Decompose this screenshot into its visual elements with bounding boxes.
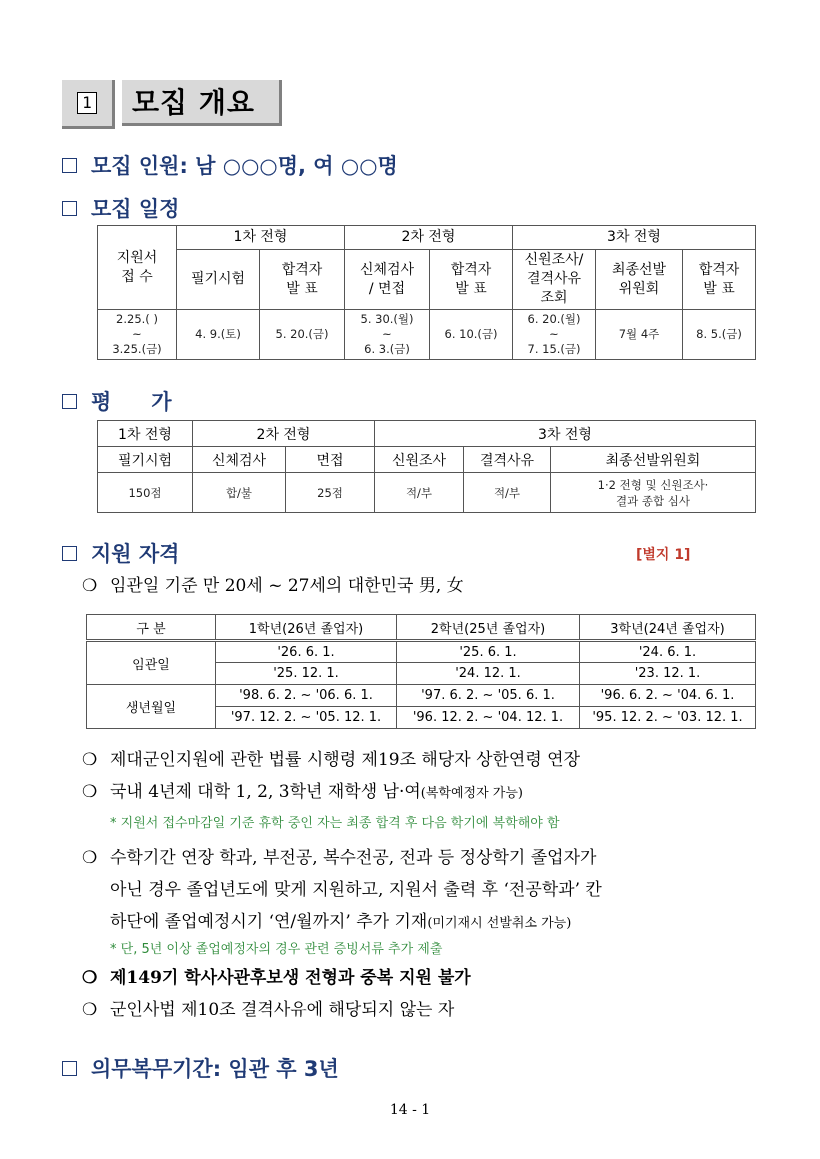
- section-qual-label: 지원 자격: [91, 542, 180, 566]
- cell-line: 발 표: [455, 280, 487, 297]
- section-schedule-label: 모집 일정: [91, 197, 180, 221]
- eval-v-written: 150점: [98, 473, 193, 513]
- qual-r-birth: 생년월일: [87, 685, 216, 729]
- section-duty: [62, 1053, 339, 1083]
- eval-h-phys: 신체검사: [193, 447, 286, 473]
- circle-bullet-icon: ❍: [82, 782, 98, 802]
- cell-line: 합격자: [281, 261, 323, 278]
- qual-b2-y3: '95. 12. 2. ~ '03. 12. 1.: [580, 707, 756, 729]
- appendix-ref: [별지 1]: [636, 547, 691, 563]
- cell-line: 6. 3.(금): [364, 342, 410, 356]
- schedule-v-bg: [513, 310, 596, 360]
- bullet-text-small: (미기재시 선발취소 가능): [427, 916, 572, 931]
- cell-line: 결과 종합 심사: [616, 493, 690, 508]
- schedule-h-bg: [513, 250, 596, 310]
- eval-h-interview: 면접: [286, 447, 375, 473]
- eval-h-bg: 신원조사: [375, 447, 464, 473]
- section-recruit: [62, 150, 398, 180]
- cell-line: 지원서: [116, 249, 158, 266]
- section-schedule: [62, 193, 179, 223]
- qual-h-div: 구 분: [87, 615, 216, 641]
- schedule-stage2: 2차 전형: [345, 226, 513, 250]
- section-qual: [62, 538, 179, 568]
- circle-bullet-icon: ❍: [82, 1000, 98, 1020]
- checkbox-square-icon: [62, 546, 77, 561]
- qual-h-y1: 1학년(26년 졸업자): [216, 615, 397, 641]
- cell-line: 3.25.(금): [112, 342, 162, 356]
- cell-line: 1·2 전형 및 신원조사·: [597, 477, 709, 492]
- bullet-text: 제149기 학사사관후보생 전형과 중복 지원 불가: [110, 968, 471, 988]
- qual-b2-y2: '96. 12. 2. ~ '04. 12. 1.: [397, 707, 580, 729]
- page-number: 14 - 1: [389, 1102, 431, 1118]
- bullet-text: 임관일 기준 만 20세 ~ 27세의 대한민국 男, 女: [110, 576, 464, 596]
- cell-line: 위원회: [618, 280, 660, 297]
- schedule-h-phys: [345, 250, 430, 310]
- cell-line: ~: [132, 327, 142, 341]
- qual-c1-y2: '25. 6. 1.: [397, 641, 580, 663]
- bullet-text: 수학기간 연장 학과, 부전공, 복수전공, 전과 등 정상학기 졸업자가: [110, 848, 597, 868]
- cell-line: 발 표: [703, 280, 735, 297]
- qual-b1-y1: '98. 6. 2. ~ '06. 6. 1.: [216, 685, 397, 707]
- schedule-v-final: 7월 4주: [596, 310, 683, 360]
- eval-stage3: 3차 전형: [375, 421, 756, 447]
- schedule-h-pass1: [260, 250, 345, 310]
- bullet-age: [82, 574, 464, 598]
- note-5year: * 단, 5년 이상 졸업예정자의 경우 관련 증빙서류 추가 제출: [110, 942, 443, 957]
- bullet-text: 군인사법 제10조 결격사유에 해당되지 않는 자: [110, 1000, 455, 1020]
- checkbox-square-icon: [62, 1061, 77, 1076]
- qual-c1-y1: '26. 6. 1.: [216, 641, 397, 663]
- eval-v-final: [551, 473, 756, 513]
- schedule-stage3: 3차 전형: [513, 226, 756, 250]
- circle-bullet-icon: ❍: [82, 848, 98, 868]
- schedule-v-written: 4. 9.(토): [177, 310, 260, 360]
- cell-line: 6. 20.(월): [527, 312, 581, 326]
- page-title: 모집 개요: [122, 80, 282, 126]
- cell-line: 7. 15.(금): [527, 342, 581, 356]
- bullet-duplicate: [82, 966, 471, 990]
- qual-b2-y1: '97. 12. 2. ~ '05. 12. 1.: [216, 707, 397, 729]
- cell-line: 발 표: [286, 280, 318, 297]
- bullet-veteran: [82, 748, 580, 772]
- schedule-h-written: 필기시험: [177, 250, 260, 310]
- bullet-text-small: (복학예정자 가능): [420, 786, 523, 801]
- schedule-v-apply: [98, 310, 177, 360]
- eval-stage2: 2차 전형: [193, 421, 375, 447]
- qual-b1-y2: '97. 6. 2. ~ '05. 6. 1.: [397, 685, 580, 707]
- section-eval-label: 평가: [91, 390, 212, 414]
- cell-line: 접 수: [121, 268, 153, 285]
- cell-line: 합격자: [450, 261, 492, 278]
- circle-bullet-icon: ❍: [82, 750, 98, 770]
- eval-h-final: 최종선발위원회: [551, 447, 756, 473]
- qual-b1-y3: '96. 6. 2. ~ '04. 6. 1.: [580, 685, 756, 707]
- schedule-header-apply: [98, 226, 177, 310]
- checkbox-square-icon: [62, 158, 77, 173]
- qual-c2-y2: '24. 12. 1.: [397, 663, 580, 685]
- bullet-text: 하단에 졸업예정시기 ‘연/월까지’ 추가 기재: [110, 912, 428, 932]
- eval-v-bg: 적/부: [375, 473, 464, 513]
- eval-stage1: 1차 전형: [98, 421, 193, 447]
- bullet-text: 아닌 경우 졸업년도에 맞게 지원하고, 지원서 출력 후 ‘전공학과’ 칸: [110, 880, 602, 900]
- note-leave: * 지원서 접수마감일 기준 휴학 중인 자는 최종 합격 후 다음 학기에 복학해야 함: [110, 816, 560, 831]
- cell-line: 합격자: [698, 261, 740, 278]
- schedule-v-pass2: 6. 10.(금): [430, 310, 513, 360]
- schedule-v-pass3: 8. 5.(금): [683, 310, 756, 360]
- qual-table: [86, 614, 756, 729]
- qual-c2-y1: '25. 12. 1.: [216, 663, 397, 685]
- section-number-box: [62, 80, 115, 129]
- bullet-extended: [82, 842, 602, 940]
- schedule-v-phys: [345, 310, 430, 360]
- section-duty-label: 의무복무기간: 임관 후 3년: [91, 1057, 339, 1081]
- schedule-v-pass1: 5. 20.(금): [260, 310, 345, 360]
- circle-bullet-icon: ❍: [82, 968, 98, 988]
- schedule-h-final: [596, 250, 683, 310]
- schedule-stage1: 1차 전형: [177, 226, 345, 250]
- cell-line: / 면접: [368, 280, 406, 297]
- qual-c1-y3: '24. 6. 1.: [580, 641, 756, 663]
- cell-line: ~: [382, 327, 392, 341]
- schedule-table: [97, 225, 756, 360]
- eval-h-written: 필기시험: [98, 447, 193, 473]
- circle-bullet-icon: ❍: [82, 576, 98, 596]
- qual-h-y3: 3학년(24년 졸업자): [580, 615, 756, 641]
- eval-v-phys: 합/불: [193, 473, 286, 513]
- bullet-student: [82, 780, 523, 806]
- schedule-h-pass2: [430, 250, 513, 310]
- qual-r-commission: 임관일: [87, 641, 216, 685]
- cell-line: 조회: [540, 290, 568, 306]
- cell-line: 신원조사/: [524, 252, 584, 268]
- checkbox-square-icon: [62, 201, 77, 216]
- schedule-h-pass3: [683, 250, 756, 310]
- bullet-text: 제대군인지원에 관한 법률 시행령 제19조 해당자 상한연령 연장: [110, 750, 581, 770]
- bullet-text: 국내 4년제 대학 1, 2, 3학년 재학생 남·여: [110, 782, 421, 802]
- bullet-disqualify: [82, 998, 454, 1022]
- eval-h-disq: 결격사유: [464, 447, 551, 473]
- eval-v-interview: 25점: [286, 473, 375, 513]
- cell-line: ~: [549, 327, 559, 341]
- section-eval: [62, 386, 212, 416]
- qual-h-y2: 2학년(25년 졸업자): [397, 615, 580, 641]
- cell-line: 결격사유: [526, 271, 582, 287]
- cell-line: 2.25.( ): [116, 312, 158, 326]
- cell-line: 신체검사: [359, 261, 415, 278]
- cell-line: 최종선발: [611, 261, 667, 278]
- qual-c2-y3: '23. 12. 1.: [580, 663, 756, 685]
- section-number: 1: [77, 92, 97, 114]
- cell-line: 5. 30.(월): [360, 312, 414, 326]
- eval-v-disq: 적/부: [464, 473, 551, 513]
- section-recruit-label: 모집 인원: 남 ○○○명, 여 ○○명: [91, 154, 398, 178]
- checkbox-square-icon: [62, 394, 77, 409]
- eval-table: [97, 420, 756, 513]
